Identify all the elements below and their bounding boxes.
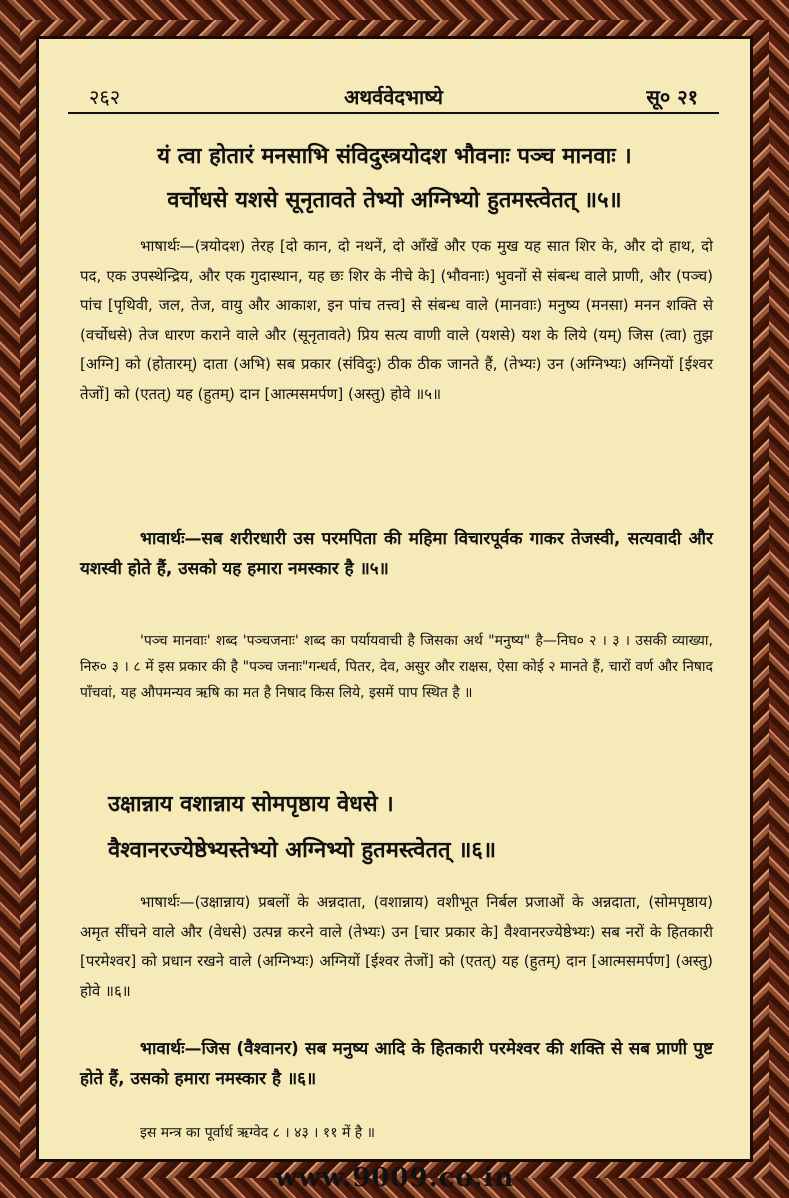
page-header bbox=[89, 83, 698, 113]
mantra-5-line-1: यं त्वा होतारं मनसाभि संविदुस्त्रयोदश भौवनाः पञ्च मानवाः । bbox=[157, 144, 632, 169]
bhavartha-5: भावार्थः—सब शरीरधारी उस परमपिता की महिमा विचारपूर्वक गाकर तेजस्वी, सत्यवादी और यशस्वी होते हैं, उसको यह हमारा नमस्कार है ॥५॥ bbox=[80, 529, 713, 579]
note-5: 'पञ्च मानवाः' शब्द 'पञ्चजनाः' शब्द का पर्यायवाची है जिसका अर्थ "मनुष्य" है—निघ० २ । ३ । उसकी व्याख्या, निरु० ३ । ८ में इस प्रकार की है "पञ्च जनाः"गन्धर्व, पितर, देव, असुर और राक्षस, ऐसा कोई २ मानते हैं, चारों वर्ण और निषाद पाँचवां, यह औपमन्यव ऋषि का मत है निषाद किस लिये, इसमें पाप स्थित है ॥ bbox=[80, 633, 713, 701]
footer-url: www.9009.co.in bbox=[274, 1163, 515, 1193]
header-rule bbox=[68, 112, 719, 114]
note-6: इस मन्त्र का पूर्वार्ध ऋग्वेद ८ । ४३ । ११ में है ॥ bbox=[140, 1125, 376, 1141]
bhavartha-6: भावार्थः—जिस (वैश्वानर) सब मनुष्य आदि के हितकारी परमेश्वर की शक्ति से सब प्राणी पुष्ट होते हैं, उसको हमारा नमस्कार है ॥६॥ bbox=[80, 1039, 713, 1089]
sukta-number: सू० २१ bbox=[646, 85, 698, 109]
mantra-6-line-2: वैश्वानरज्येष्ठेभ्यस्तेभ्यो अग्निभ्यो हुतमस्त्वेतत् ॥६॥ bbox=[108, 838, 497, 863]
page-number: २६२ bbox=[89, 85, 121, 109]
page-title: अथर्ववेदभाष्ये bbox=[344, 85, 443, 109]
bhashartha-6: भाषार्थः—(उक्षान्नाय) प्रबलों के अन्नदाता, (वशान्नाय) वशीभूत निर्बल प्रजाओं के अन्नदाता, (सोमपृष्ठाय) अमृत सींचने वाले और (वेधसे) उत्पन्न करने वाले (तेभ्यः) उन [चार प्रकार के] वैश्वानरज्येष्ठेभ्यः) सब नरों के हितकारी [परमेश्वर] को प्रधान रखने वाले (अग्निभ्यः) अग्नियों [ईश्वर तेजों] को (एतत्) यह (हुतम्) दान [आत्मसमर्पण] (अस्तु) होवे ॥६॥ bbox=[80, 893, 713, 1000]
mantra-6-line-1: उक्षान्नाय वशान्नाय सोमपृष्ठाय वेधसे । bbox=[108, 792, 394, 817]
mantra-5-line-2: वर्चोधसे यशसे सूनृतावते तेभ्यो अग्निभ्यो हुतमस्त्वेतत् ॥५॥ bbox=[167, 188, 622, 213]
bhashartha-5: भाषार्थः—(त्रयोदश) तेरह [दो कान, दो नथनें, दो आँखें और एक मुख यह सात शिर के, और दो हाथ, दो पद, एक उपस्थेन्द्रिय, और एक गुदास्थान, यह छः शिर के नीचे के] (भौवनाः) भुवनों से संबन्ध वाले प्राणी, और (पञ्च) पांच [पृथिवी, जल, तेज, वायु और आकाश, इन पांच तत्त्व] से संबन्ध वाले (मानवाः) मनुष्य (मनसा) मनन शक्ति से (वर्चोधसे) तेज धारण कराने वाले और (सूनृतावते) प्रिय सत्य वाणी वाले (यशसे) यश के लिये (यम्) जिस (त्वा) तुझ [अग्नि] को (होतारम्) दाता (अभि) सब प्रकार (संविदुः) ठीक ठीक जानते हैं, (तेभ्यः) उन (अग्निभ्यः) अग्नियों [ईश्वर तेजों] को (एतत्) यह (हुतम्) दान [आत्मसमर्पण] (अस्तु) होवे ॥५॥ bbox=[80, 237, 713, 403]
